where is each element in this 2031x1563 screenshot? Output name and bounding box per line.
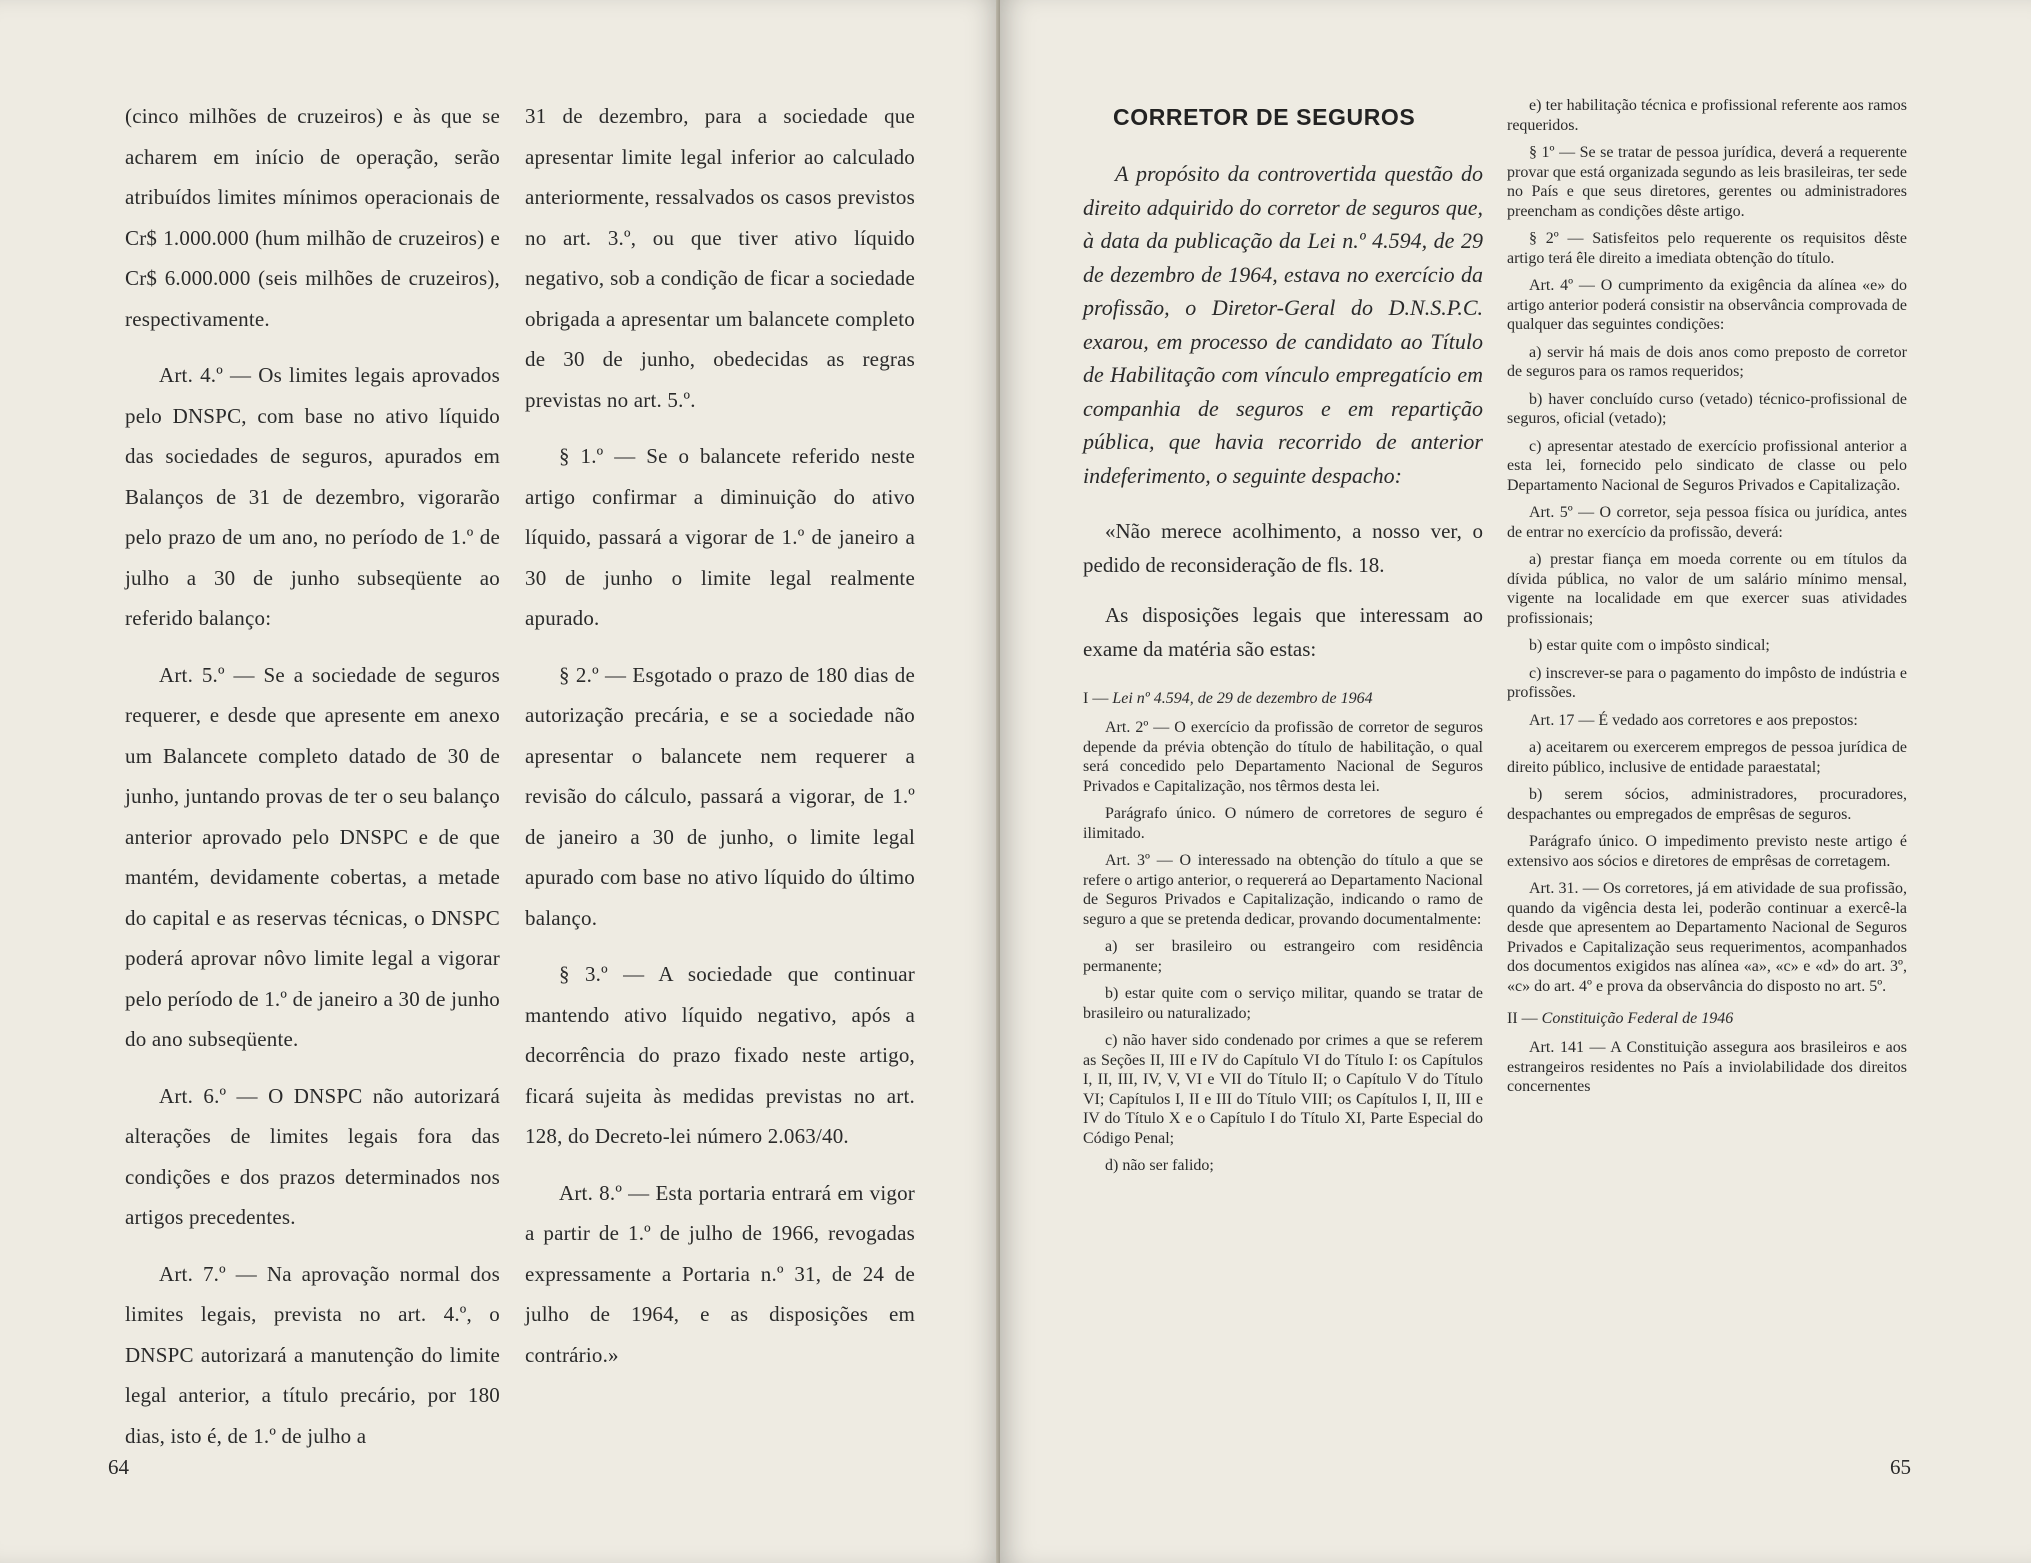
law-item: Art. 31. — Os corretores, já em atividade de sua profissão, quando da vigência desta lei, poderão continuar a exercê-la desde que apresentem ao Departamento Nacional de Seguros Privados e Capitalização seus requerimentos, acompanhados dos documentos exigidos nas alínea «a», «c» e «d» do art. 3º, «c» do art. 4º e prova da observância do disposto no art. 5º. (1507, 880, 1907, 995)
intro-paragraph: A propósito da controvertida questão do direito adquirido do corretor de seguros que, à data da publicação da Lei n.º 4.594, de 29 de dezembro de 1964, estava no exercício da profissão, o Diretor-Geral do D.N.S.P.C. exarou, em processo de candidato ao Título de Habilitação com vínculo empregatício em companhia de seguros e em repartição pública, que havia recorrido de anterior indeferimento, o seguinte despacho: (1083, 161, 1483, 488)
law-item: d) não ser falido; (1105, 1157, 1214, 1174)
law-item: c) inscrever-se para o pagamento do impôsto de indústria e profissões. (1507, 664, 1907, 701)
paragraph: 31 de dezembro, para a sociedade que apresentar limite legal inferior ao calculado anteriormente, ressalvados os casos previstos no art. 3.º, ou que tiver ativo líquido negativo, sob a condição de ficar a sociedade obrigada a apresentar um balancete completo de 30 de junho, obedecidas as regras previstas no art. 5.º. (525, 104, 915, 412)
left-page-column-1 (125, 96, 500, 1456)
paragraph: § 2.º — Esgotado o prazo de 180 dias de autorização precária, e se a sociedade não apresentar o balancete nem requerer a revisão do cálculo, passará a vigorar, de 1.º de janeiro a 30 de junho, o limite legal apurado com base no ativo líquido do último balanço. (525, 662, 915, 930)
law-item: b) estar quite com o impôsto sindical; (1529, 637, 1770, 654)
law-item: b) serem sócios, administradores, procuradores, despachantes ou empregados de emprêsas de seguros. (1507, 786, 1907, 823)
law-item: e) ter habilitação técnica e profissional referente aos ramos requeridos. (1507, 97, 1907, 134)
law-item: Art. 17 — É vedado aos corretores e aos prepostos: (1529, 711, 1858, 729)
paragraph: Art. 6.º — O DNSPC não autorizará alterações de limites legais fora das condições e dos prazos determinados nos artigos precedentes. (125, 1083, 500, 1229)
law-item: Art. 4º — O cumprimento da exigência da alínea «e» do artigo anterior poderá consistir na observância comprovada de qualquer das seguintes condições: (1507, 277, 1907, 333)
law-item: § 1º — Se se tratar de pessoa jurídica, deverá a requerente provar que está organizada segundo as leis brasileiras, ter sede no País e que seus diretores, gerentes ou administradores preencham as condições dêste artigo. (1507, 144, 1907, 220)
law-item: b) estar quite com o serviço militar, quando se tratar de brasileiro ou naturalizado; (1083, 985, 1483, 1022)
subsection-prefix: II — (1507, 1010, 1538, 1027)
subsection-heading (1507, 1008, 1907, 1030)
law-item: § 2º — Satisfeitos pelo requerente os requisitos dêste artigo terá êle direito a imediata obtenção do título. (1507, 230, 1907, 267)
paragraph: Art. 4.º — Os limites legais aprovados pelo DNSPC, com base no ativo líquido das sociedades de seguros, apurados em Balanços de 31 de dezembro, vigorarão pelo prazo de um ano, no período de 1.º de julho a 30 de junho subseqüente ao referido balanço: (125, 363, 500, 630)
law-item: Art. 5º — O corretor, seja pessoa física ou jurídica, antes de entrar no exercício da profissão, deverá: (1507, 504, 1907, 541)
subsection-heading (1083, 688, 1483, 710)
paragraph: Art. 5.º — Se a sociedade de seguros requerer, e desde que apresente em anexo um Balancete completo datado de 30 de junho, juntando provas de ter o seu balanço anterior aprovado pelo DNSPC e de que mantém, devidamente cobertas, a metade do capital e as reservas técnicas, o DNSPC poderá aprovar nôvo limite legal a vigorar pelo período de 1.º de janeiro a 30 de junho do ano subseqüente. (125, 662, 500, 1051)
quote-paragraph: As disposições legais que interessam ao exame da matéria são estas: (1083, 603, 1483, 661)
page-number: 64 (108, 1455, 129, 1479)
paragraph: Art. 7.º — Na aprovação normal dos limites legais, prevista no art. 4.º, o DNSPC autorizará a manutenção do limite legal anterior, a título precário, por 180 dias, isto é, de 1.º de julho a (125, 1261, 500, 1448)
law-item: b) haver concluído curso (vetado) técnico-profissional de seguros, oficial (vetado); (1507, 390, 1907, 427)
law-item: Parágrafo único. O impedimento previsto neste artigo é extensivo aos sócios e diretores de emprêsas de corretagem. (1507, 833, 1907, 870)
paragraph: § 3.º — A sociedade que continuar mantendo ativo líquido negativo, após a decorrência do prazo fixado neste artigo, ficará sujeita às medidas previstas no art. 128, do Decreto-lei número 2.063/40. (525, 962, 915, 1148)
law-item: Art. 3º — O interessado na obtenção do título a que se refere o artigo anterior, o requererá ao Departamento Nacional de Seguros Privados e Capitalização, indicando o ramo de seguro a que se pretenda dedicar, provando documentalmente: (1083, 852, 1483, 928)
law-item: Parágrafo único. O número de corretores de seguro é ilimitado. (1083, 805, 1483, 842)
law-item: Art. 2º — O exercício da profissão de corretor de seguros depende da prévia obtenção do título de habilitação, o qual será concedido pelo Departamento Nacional de Seguros Privados e Capitalização, nos têrmos desta lei. (1083, 719, 1483, 795)
right-page (1000, 0, 2031, 1563)
law-item: a) aceitarem ou exercerem empregos de pessoa jurídica de direito público, inclusive de entidade paraestatal; (1507, 739, 1907, 776)
subsection-prefix: I — (1083, 690, 1109, 707)
left-page-column-2 (525, 96, 915, 1375)
law-item: c) apresentar atestado de exercício profissional anterior a esta lei, fornecido pelo sindicato de classe ou pelo Departamento Nacional de Seguros Privados e Capitalização. (1507, 437, 1907, 494)
right-page-column-2 (1507, 96, 1907, 1105)
right-page-column-1 (1083, 104, 1483, 1184)
quote-paragraph: «Não merece acolhimento, a nosso ver, o pedido de reconsideração de fls. 18. (1083, 519, 1483, 577)
subsection-title: Constituição Federal de 1946 (1541, 1010, 1734, 1027)
paragraph: (cinco milhões de cruzeiros) e às que se acharem em início de operação, serão atribuídos limites mínimos operacionais de Cr$ 1.000.000 (hum milhão de cruzeiros) e Cr$ 6.000.000 (seis milhões de cruzeiros), respectivamente. (125, 104, 500, 331)
section-title: CORRETOR DE SEGUROS (1113, 104, 1416, 130)
law-item: a) servir há mais de dois anos como preposto de corretor de seguros para os ramos requeridos; (1507, 343, 1907, 380)
left-page (0, 0, 1000, 1563)
law-item: a) ser brasileiro ou estrangeiro com residência permanente; (1083, 938, 1483, 975)
law-item: c) não haver sido condenado por crimes a que se referem as Seções II, III e IV do Capítulo VI do Título I: os Capítulos I, II, III, IV, V, VI e VII do Título II; o Capítulo V do Título VI; Capítulos I, II e III do Título VIII; os Capítulos I, II, III e IV do Título X e o Capítulo I do Título XI, Parte Especial do Código Penal; (1083, 1032, 1483, 1147)
page-number: 65 (1890, 1455, 1911, 1479)
paragraph: Art. 8.º — Esta portaria entrará em vigor a partir de 1.º de julho de 1966, revogadas expressamente a Portaria n.º 31, de 24 de julho de 1964, e as disposições em contrário.» (525, 1180, 915, 1367)
law-item: Art. 141 — A Constituição assegura aos brasileiros e aos estrangeiros residentes no País a inviolabilidade dos direitos concernentes (1507, 1039, 1907, 1095)
subsection-title: Lei nº 4.594, de 29 de dezembro de 1964 (1112, 690, 1373, 707)
paragraph: § 1.º — Se o balancete referido neste artigo confirmar a diminuição do ativo líquido, passará a vigorar de 1.º de janeiro a 30 de junho o limite legal realmente apurado. (525, 444, 915, 630)
law-item: a) prestar fiança em moeda corrente ou em títulos da dívida pública, no valor de um salário mínimo mensal, vigente na localidade em que exercer suas atividades profissionais; (1507, 551, 1907, 627)
